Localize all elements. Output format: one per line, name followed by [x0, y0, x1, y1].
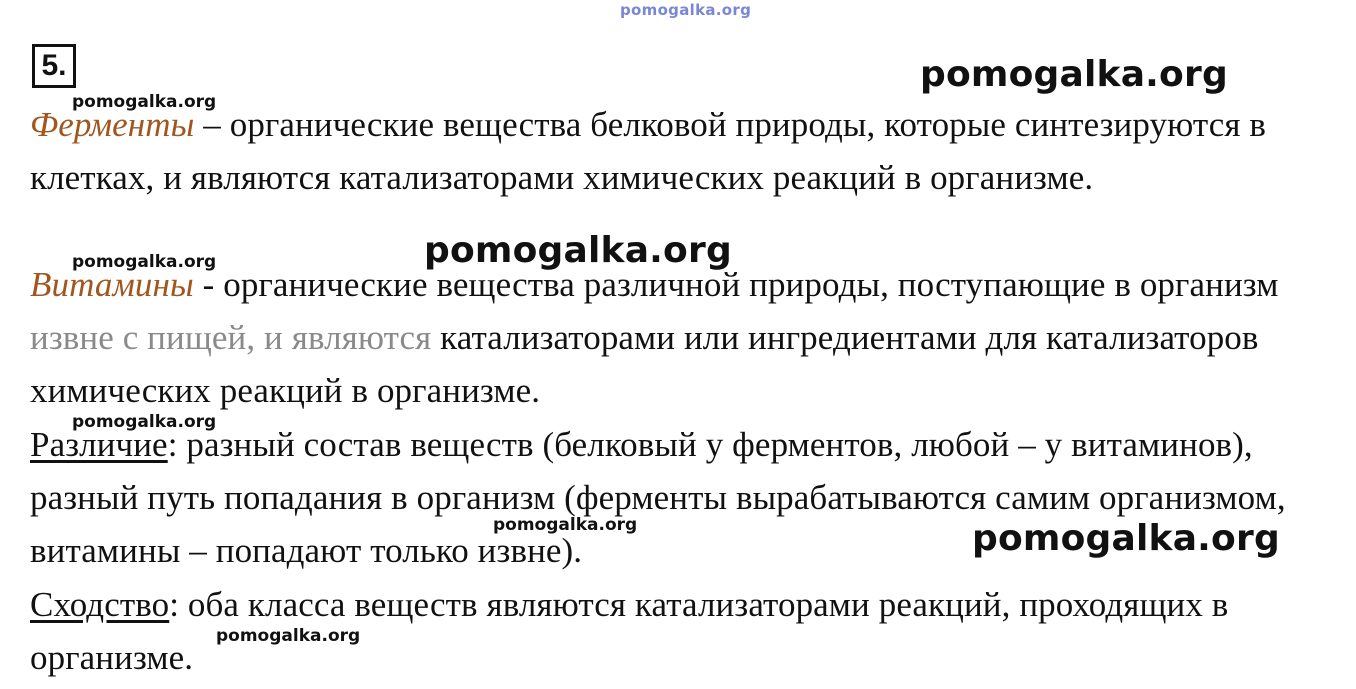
paragraph-vitamins [30, 258, 1330, 417]
paragraph-enzymes [30, 98, 1330, 204]
watermark-small-5: pomogalka.org [216, 626, 361, 646]
watermark-large-3: pomogalka.org [972, 518, 1280, 559]
watermark-large-1: pomogalka.org [920, 54, 1228, 95]
watermark-small-4: pomogalka.org [493, 515, 638, 535]
task-number-box: 5. [32, 44, 76, 88]
definition-enzymes: – органические вещества белковой природы, которые синтезируются в клетках, и являются катализаторами химических реакций в организме. [30, 105, 1267, 197]
definition-vitamins-part1: - органические вещества различной природы, поступающие в организм [193, 265, 1279, 304]
term-difference: Различие [30, 425, 168, 464]
term-enzymes: Ферменты [30, 105, 195, 144]
term-vitamins: Витамины [30, 265, 194, 304]
text-similarity: : оба класса веществ являются катализаторами реакций, проходящих в организме. [30, 585, 1229, 677]
watermark-small-3: pomogalka.org [72, 412, 217, 432]
watermark-top: pomogalka.org [620, 1, 752, 19]
watermark-small-2: pomogalka.org [72, 252, 217, 272]
definition-vitamins-part2: катализаторами или ингредиентами для катализаторов химических реакций в организме. [30, 318, 1259, 410]
definition-vitamins-faded: извне с пищей, и являются [30, 318, 432, 357]
text-difference: : разный состав веществ (белковый у ферментов, любой – у витаминов), разный путь попадания в организм (ферменты вырабатываются самим организмом, витамины – попадают только извне). [30, 425, 1286, 570]
watermark-small-1: pomogalka.org [72, 92, 217, 112]
watermark-large-2: pomogalka.org [424, 230, 732, 271]
term-similarity: Сходство [30, 585, 170, 624]
